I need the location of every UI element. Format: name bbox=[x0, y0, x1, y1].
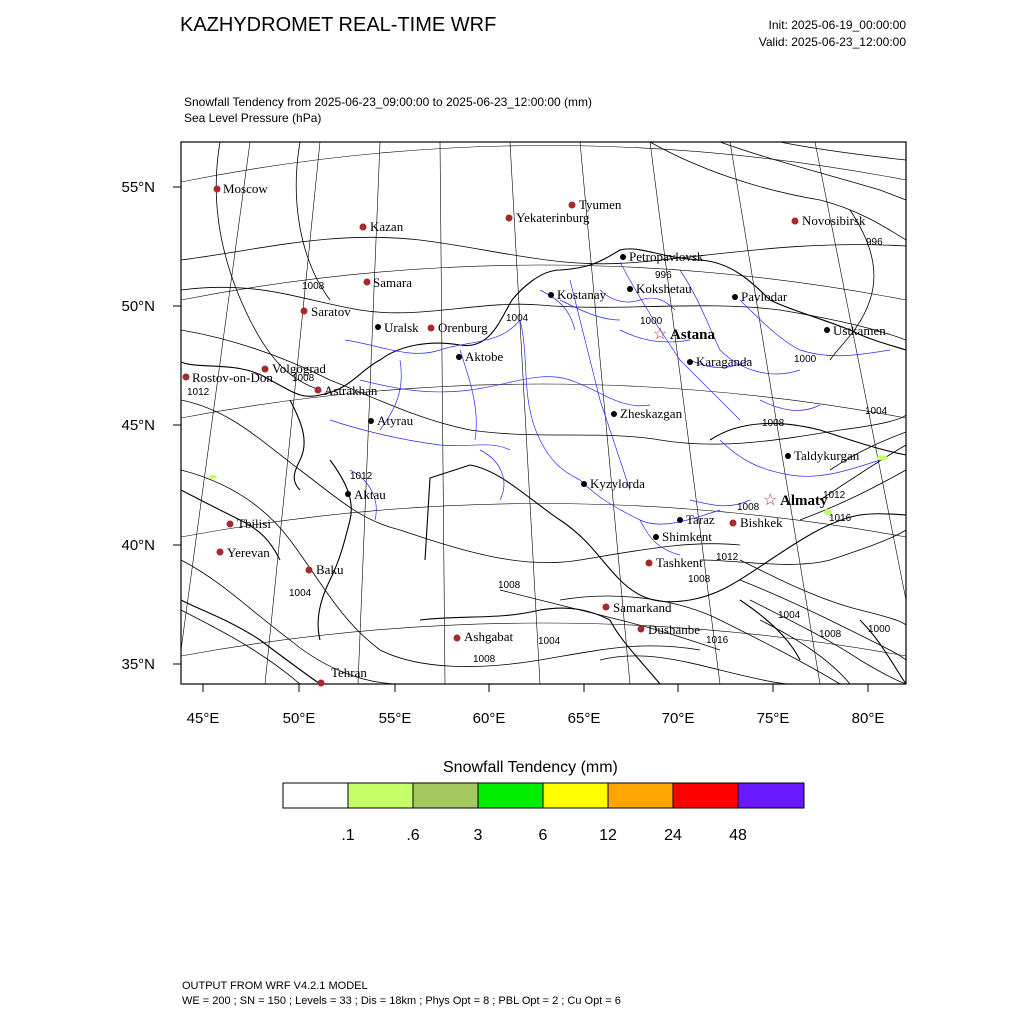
city-label-volgograd: Volgograd bbox=[272, 361, 326, 376]
lat-label-50: 50°N bbox=[121, 298, 155, 315]
city-marker bbox=[581, 481, 587, 487]
model-footer-settings: WE = 200 ; SN = 150 ; Levels = 33 ; Dis = 18km ; Phys Opt = 8 ; PBL Opt = 2 ; Cu Opt = 6 bbox=[182, 995, 621, 1007]
lat-label-40: 40°N bbox=[121, 537, 155, 554]
city-marker bbox=[730, 520, 737, 527]
city-marker bbox=[627, 286, 633, 292]
city-label-pavlodar: Pavlodar bbox=[741, 289, 788, 304]
lat-label-45: 45°N bbox=[121, 417, 155, 434]
city-label-samarkand: Samarkand bbox=[613, 600, 672, 615]
chart-title: KAZHYDROMET REAL-TIME WRF bbox=[180, 14, 497, 36]
city-label-taldykurgan: Taldykurgan bbox=[794, 448, 860, 463]
legend-tick-label: 48 bbox=[729, 827, 747, 844]
city-marker bbox=[785, 453, 791, 459]
city-marker bbox=[506, 215, 513, 222]
city-label-ustkamen: Ustkamen bbox=[833, 323, 886, 338]
city-label-taraz: Taraz bbox=[686, 512, 715, 527]
capital-star-icon: ☆ bbox=[763, 492, 778, 509]
city-marker bbox=[364, 279, 371, 286]
city-marker bbox=[569, 202, 576, 209]
lon-label-65: 65°E bbox=[567, 710, 601, 727]
city-marker bbox=[646, 560, 653, 567]
city-label-saratov: Saratov bbox=[311, 304, 351, 319]
city-label-astana: Astana bbox=[670, 327, 716, 343]
city-marker bbox=[368, 418, 374, 424]
lat-label-35: 35°N bbox=[121, 656, 155, 673]
city-marker bbox=[315, 387, 322, 394]
legend-tick-label: 24 bbox=[664, 827, 682, 844]
city-marker bbox=[217, 549, 224, 556]
city-label-tehran: Tehran bbox=[331, 665, 367, 680]
city-label-yerevan: Yerevan bbox=[227, 545, 270, 560]
city-marker bbox=[214, 186, 221, 193]
city-label-samara: Samara bbox=[373, 275, 412, 290]
city-label-petropavlovsk: Petropavlovsk bbox=[629, 249, 704, 264]
valid-time: Valid: 2025-06-23_12:00:00 bbox=[758, 35, 906, 49]
legend-tick-label: 6 bbox=[538, 827, 548, 844]
isobar-label: 1008 bbox=[762, 418, 785, 429]
isobar-label: 1004 bbox=[289, 588, 312, 599]
city-label-kostanay: Kostanay bbox=[557, 287, 607, 302]
isobar-label: 1008 bbox=[292, 373, 315, 384]
city-label-shimkent: Shimkent bbox=[662, 529, 712, 544]
city-label-ashgabat: Ashgabat bbox=[464, 629, 514, 644]
legend-swatch bbox=[673, 783, 738, 808]
lon-label-75: 75°E bbox=[756, 710, 790, 727]
city-marker bbox=[360, 224, 367, 231]
isobar-label: 1008 bbox=[819, 629, 842, 640]
isobar-label: 1016 bbox=[706, 635, 729, 646]
latitude-labels bbox=[121, 179, 155, 673]
city-label-novosibirsk: Novosibirsk bbox=[802, 213, 866, 228]
city-label-tyumen: Tyumen bbox=[579, 197, 622, 212]
isobar-label: 1012 bbox=[187, 387, 210, 398]
isobar-label: 1004 bbox=[538, 636, 561, 647]
city-marker bbox=[638, 626, 645, 633]
city-marker bbox=[183, 374, 190, 381]
isobar-label: 1012 bbox=[350, 471, 373, 482]
city-label-aktobe: Aktobe bbox=[465, 349, 504, 364]
legend-swatch bbox=[608, 783, 673, 808]
legend-tick-label: .6 bbox=[406, 827, 420, 844]
isobar-label: 996 bbox=[866, 237, 883, 248]
city-label-baku: Baku bbox=[316, 562, 344, 577]
lon-label-55: 55°E bbox=[378, 710, 412, 727]
city-label-kokshetau: Kokshetau bbox=[636, 281, 692, 296]
city-marker bbox=[792, 218, 799, 225]
isobar-label: 996 bbox=[655, 270, 672, 281]
city-label-moscow: Moscow bbox=[223, 181, 268, 196]
city-marker bbox=[611, 411, 617, 417]
city-label-aktau: Aktau bbox=[354, 487, 386, 502]
city-marker bbox=[603, 604, 610, 611]
legend-swatch bbox=[543, 783, 608, 808]
isobar-label: 1004 bbox=[865, 406, 888, 417]
city-label-orenburg: Orenburg bbox=[438, 320, 488, 335]
city-marker bbox=[620, 254, 626, 260]
city-label-tashkent: Tashkent bbox=[656, 555, 703, 570]
isobar-label: 1000 bbox=[640, 316, 663, 327]
city-label-rostov: Rostov-on-Don bbox=[192, 370, 273, 385]
lon-label-50: 50°E bbox=[282, 710, 316, 727]
legend-swatch bbox=[348, 783, 413, 808]
city-marker bbox=[653, 534, 659, 540]
city-label-astrakhan: Astrakhan bbox=[324, 383, 378, 398]
isobar-label: 1000 bbox=[794, 354, 817, 365]
city-label-yekaterinburg: Yekaterinburg bbox=[516, 210, 590, 225]
axis-ticks bbox=[173, 187, 868, 692]
city-label-karaganda: Karaganda bbox=[696, 354, 753, 369]
city-marker bbox=[548, 292, 554, 298]
longitude-labels bbox=[187, 710, 885, 727]
city-label-kazan: Kazan bbox=[370, 219, 404, 234]
city-marker bbox=[677, 517, 683, 523]
city-marker bbox=[345, 491, 351, 497]
city-marker bbox=[687, 359, 693, 365]
city-marker bbox=[428, 325, 435, 332]
legend-title: Snowfall Tendency (mm) bbox=[443, 759, 618, 776]
isobar-label: 1008 bbox=[688, 574, 711, 585]
lon-label-70: 70°E bbox=[661, 710, 695, 727]
lon-label-60: 60°E bbox=[472, 710, 506, 727]
field-subtitle-snowfall: Snowfall Tendency from 2025-06-23_09:00:00 to 2025-06-23_12:00:00 (mm) bbox=[184, 95, 593, 109]
city-label-atyrau: Atyrau bbox=[377, 413, 414, 428]
legend-tick-label: 3 bbox=[473, 827, 483, 844]
legend-tick-label: .1 bbox=[341, 827, 355, 844]
city-label-kyzylorda: Kyzylorda bbox=[590, 476, 645, 491]
city-marker bbox=[732, 294, 738, 300]
city-label-uralsk: Uralsk bbox=[384, 320, 419, 335]
init-time: Init: 2025-06-19_00:00:00 bbox=[768, 18, 906, 32]
field-subtitle-slp: Sea Level Pressure (hPa) bbox=[184, 111, 322, 125]
city-marker bbox=[375, 324, 381, 330]
city-label-bishkek: Bishkek bbox=[740, 515, 783, 530]
legend-swatch bbox=[283, 783, 348, 808]
model-footer-title: OUTPUT FROM WRF V4.2.1 MODEL bbox=[182, 980, 368, 992]
legend-colorbar bbox=[283, 783, 804, 808]
isobar-label: 1016 bbox=[829, 513, 852, 524]
legend-swatch bbox=[738, 783, 804, 808]
legend-tick-label: 12 bbox=[599, 827, 617, 844]
city-label-dushanbe: Dushanbe bbox=[648, 622, 700, 637]
isobar-label: 1008 bbox=[302, 281, 325, 292]
city-label-tbilisi: Tbilisi bbox=[237, 516, 271, 531]
isobar-label: 1008 bbox=[737, 502, 760, 513]
lat-label-55: 55°N bbox=[121, 179, 155, 196]
city-marker bbox=[227, 521, 234, 528]
city-label-almaty: Almaty bbox=[780, 493, 828, 509]
legend-swatch bbox=[413, 783, 478, 808]
isobar-label: 1004 bbox=[506, 313, 529, 324]
city-marker bbox=[456, 354, 462, 360]
capital-star-icon: ☆ bbox=[653, 326, 668, 343]
isobar-label: 1008 bbox=[473, 654, 496, 665]
isobar-label: 1004 bbox=[778, 610, 801, 621]
isobar-label: 1000 bbox=[868, 624, 891, 635]
lon-label-45: 45°E bbox=[186, 710, 220, 727]
isobar-label: 1012 bbox=[716, 552, 739, 563]
city-marker bbox=[318, 680, 325, 687]
lon-label-80: 80°E bbox=[851, 710, 885, 727]
city-marker bbox=[306, 567, 313, 574]
region-boundaries bbox=[330, 262, 890, 555]
city-label-zheskazgan: Zheskazgan bbox=[620, 406, 683, 421]
city-marker bbox=[824, 327, 830, 333]
city-marker bbox=[454, 635, 461, 642]
isobar-label: 1008 bbox=[498, 580, 521, 591]
legend-swatch bbox=[478, 783, 543, 808]
city-marker bbox=[301, 308, 308, 315]
isobar-label: 1012 bbox=[823, 490, 846, 501]
